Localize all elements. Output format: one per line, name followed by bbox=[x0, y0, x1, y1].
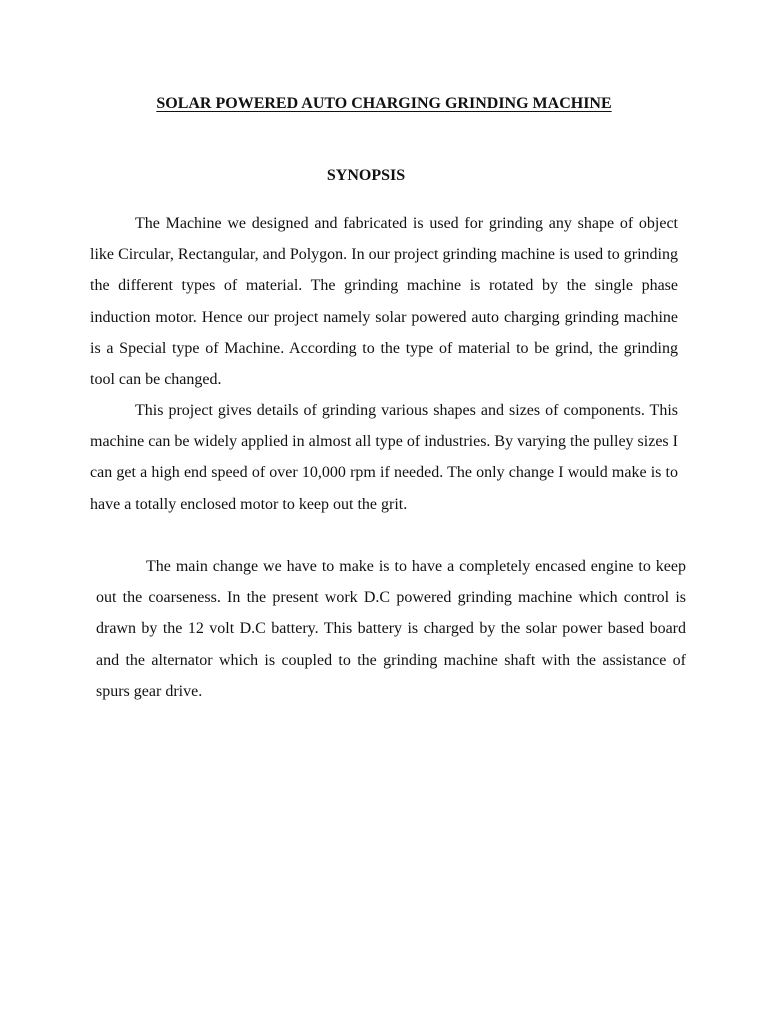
section-heading: SYNOPSIS bbox=[326, 167, 406, 184]
paragraph-2: This project gives details of grinding various shapes and sizes of components. This machine can be widely applied in almost all type of industries. By varying the pulley sizes I can get a high end speed of over 10,000 rpm if needed. The only change I would make is to have a totally enclosed motor to keep out the grit. bbox=[90, 402, 678, 513]
document-title: SOLAR POWERED AUTO CHARGING GRINDING MACHINE bbox=[156, 95, 612, 112]
paragraph-1: The Machine we designed and fabricated is used for grinding any shape of object like Circular, Rectangular, and Polygon. In our project grinding machine is used to grinding the different types of material. The grinding machine is rotated by the single phase induction motor. Hence our project namely solar powered auto charging grinding machine is a Special type of Machine. According to the type of material to be grind, the grinding tool can be changed. bbox=[90, 215, 678, 389]
paragraph-3: The main change we have to make is to have a completely encased engine to keep out the coarseness. In the present work D.C powered grinding machine which control is drawn by the 12 volt D.C battery. This battery is charged by the solar power based board and the alternator which is coupled to the grinding machine shaft with the assistance of spurs gear drive. bbox=[96, 558, 686, 700]
